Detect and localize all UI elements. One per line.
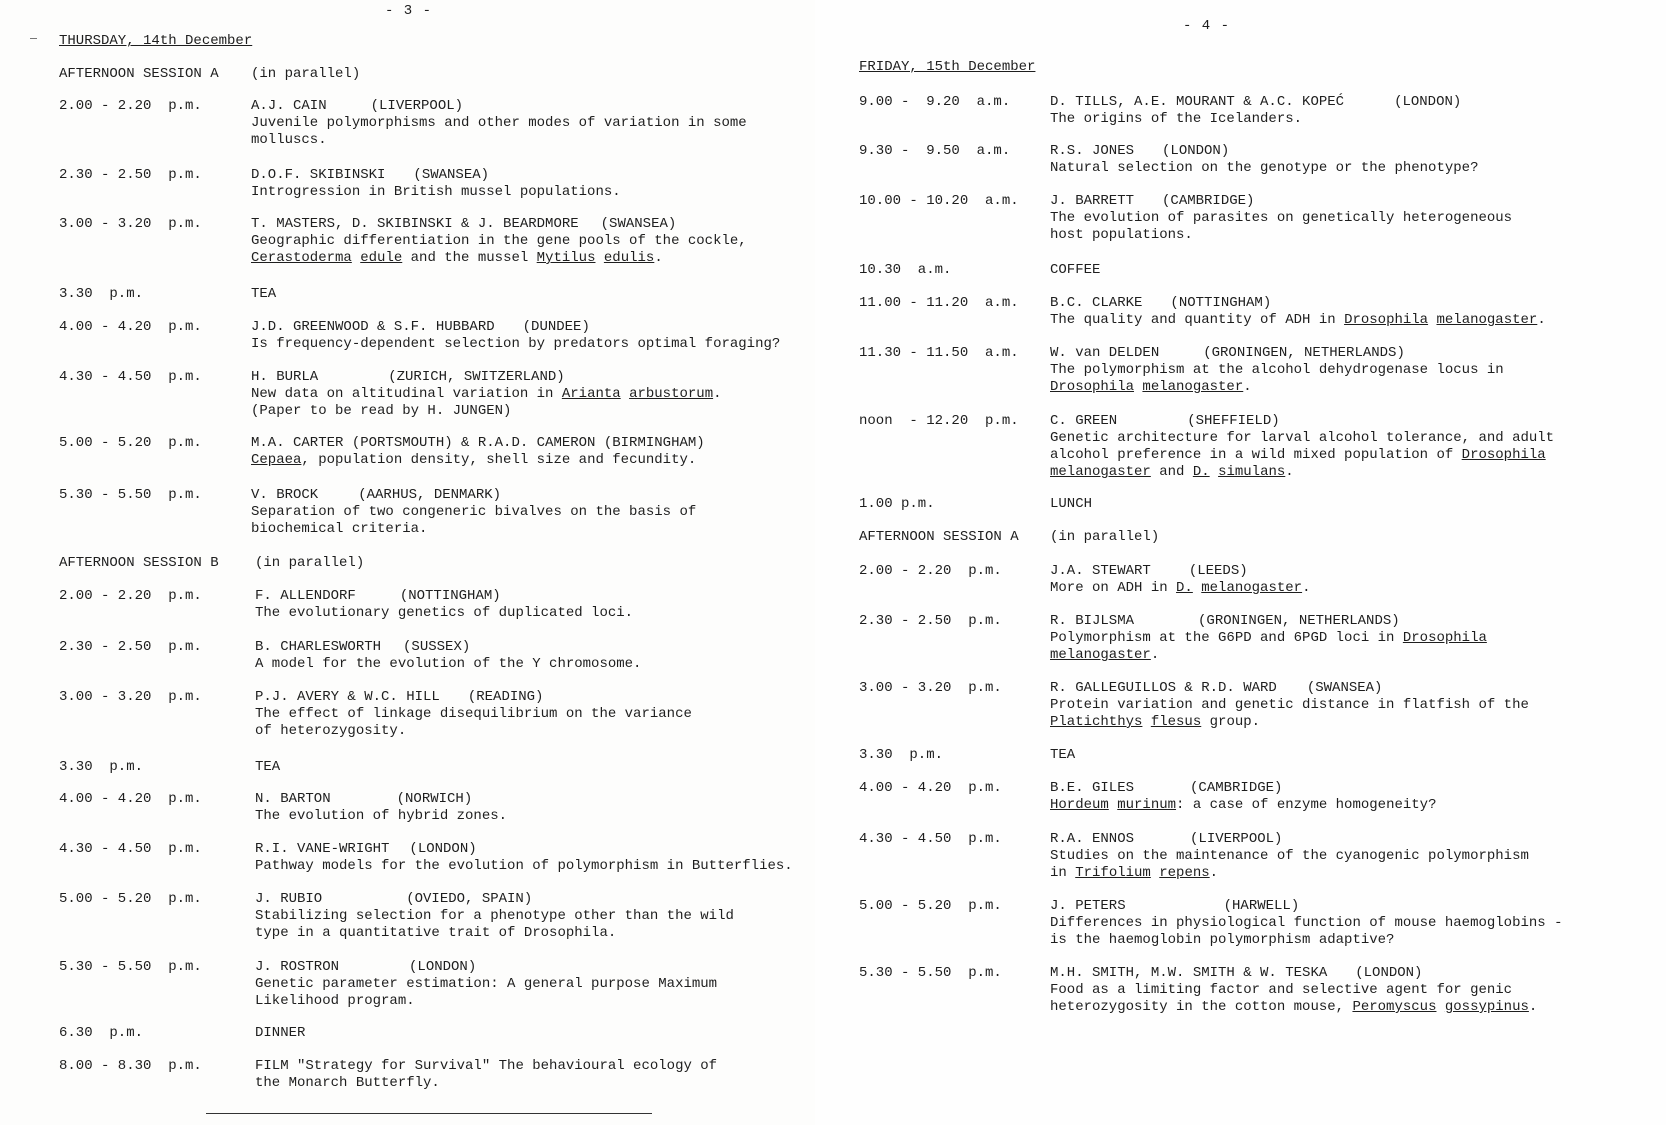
authors: D.O.F. SKIBINSKI (251, 167, 386, 183)
time: 2.30 - 2.50 p.m. (59, 167, 202, 183)
time: 9.30 - 9.50 a.m. (859, 143, 1011, 159)
authors: C. GREEN (1050, 413, 1118, 429)
authors: M.A. CARTER (PORTSMOUTH) & R.A.D. CAMERON (BIRMINGHAM) (251, 435, 705, 451)
talk-title: Cepaea, population density, shell size and fecundity. (251, 452, 697, 468)
species-name: edule (360, 250, 403, 266)
break-label: TEA (255, 759, 281, 775)
institution: (HARWELL) (1223, 898, 1300, 914)
species-name: arbustorum (629, 386, 714, 402)
time: 6.30 p.m. (59, 1025, 144, 1041)
talk-title: A model for the evolution of the Y chromosome. (255, 656, 642, 672)
authors: R.A. ENNOS (1050, 831, 1135, 847)
authors: T. MASTERS, D. SKIBINSKI & J. BEARDMORE (251, 216, 579, 232)
talk-title: Food as a limiting factor and selective agent for genic heterozygosity in the cotton mouse, Peromyscus gossypinus. (1050, 982, 1538, 1015)
institution: (SWANSEA) (600, 216, 677, 232)
authors: N. BARTON (255, 791, 331, 807)
institution: (LONDON) (1162, 143, 1230, 159)
session-name: AFTERNOON SESSION A (59, 66, 219, 82)
page-number: - 4 - (1183, 18, 1231, 34)
day-heading: THURSDAY, 14th December (59, 33, 253, 49)
species-name: Cepaea (251, 452, 302, 468)
talk-title: Genetic architecture for larval alcohol tolerance, and adult alcohol preference in a wild mixed population of Drosophila melanogaster and D. simulans. (1050, 430, 1555, 480)
institution: (LONDON) (409, 959, 477, 975)
species-name: gossypinus (1444, 999, 1529, 1015)
species-name: melanogaster (1142, 379, 1244, 395)
institution: (LONDON) (1394, 94, 1462, 110)
film-title: FILM "Strategy for Survival" The behavioural ecology of the Monarch Butterfly. (255, 1058, 718, 1091)
page-4 (815, 0, 1666, 1125)
authors: B. CHARLESWORTH (255, 639, 382, 655)
institution: (NORWICH) (396, 791, 473, 807)
time: 3.30 p.m. (59, 759, 144, 775)
time: 4.00 - 4.20 p.m. (859, 780, 1002, 796)
divider (206, 1113, 652, 1114)
species-name: Trifolium (1075, 865, 1151, 881)
time: 4.00 - 4.20 p.m. (59, 319, 202, 335)
authors: R.I. VANE-WRIGHT (255, 841, 390, 857)
institution: (SUSSEX) (403, 639, 471, 655)
institution: (GRONINGEN, NETHERLANDS) (1198, 613, 1400, 629)
talk-title: Studies on the maintenance of the cyanogenic polymorphism in Trifolium repens. (1050, 848, 1529, 881)
species-name: Arianta (561, 386, 621, 402)
authors: R.S. JONES (1050, 143, 1135, 159)
time: 2.00 - 2.20 p.m. (59, 98, 202, 114)
time: 10.30 a.m. (859, 262, 952, 278)
species-name: D. (1192, 464, 1210, 480)
talk-title: New data on altitudinal variation in Arianta arbustorum. (Paper to be read by H. JUNGEN) (251, 386, 722, 419)
authors: H. BURLA (251, 369, 319, 385)
institution: (LEEDS) (1188, 563, 1248, 579)
institution: (AARHUS, DENMARK) (358, 487, 502, 503)
time: 1.00 p.m. (859, 496, 935, 512)
time: noon - 12.20 p.m. (859, 413, 1019, 429)
species-name: Cerastoderma (251, 250, 352, 266)
break-label: TEA (251, 286, 277, 302)
institution: (GRONINGEN, NETHERLANDS) (1203, 345, 1405, 361)
species-name: Hordeum (1050, 797, 1109, 813)
time: 3.30 p.m. (859, 747, 944, 763)
authors: R. BIJLSMA (1050, 613, 1135, 629)
talk-title: Geographic differentiation in the gene pools of the cockle, Cerastoderma edule and the mussel Mytilus edulis. (251, 233, 747, 266)
session-note: (in parallel) (1050, 529, 1160, 545)
authors: V. BROCK (251, 487, 319, 503)
authors: J. PETERS (1050, 898, 1126, 914)
time: 10.00 - 10.20 a.m. (859, 193, 1019, 209)
institution: (NOTTINGHAM) (399, 588, 501, 604)
authors: J.A. STEWART (1050, 563, 1151, 579)
time: 5.00 - 5.20 p.m. (859, 898, 1002, 914)
time: 11.30 - 11.50 a.m. (859, 345, 1019, 361)
talk-title: The polymorphism at the alcohol dehydrogenase locus in Drosophila melanogaster. (1050, 362, 1504, 395)
time: 2.30 - 2.50 p.m. (59, 639, 202, 655)
institution: (SWANSEA) (413, 167, 490, 183)
species-name: repens (1159, 865, 1210, 881)
talk-title: Stabilizing selection for a phenotype other than the wild type in a quantitative trait of Drosophila. (255, 908, 734, 941)
break-label: DINNER (255, 1025, 306, 1041)
species-name: D. (1176, 580, 1193, 596)
talk-title: Polymorphism at the G6PD and 6PGD loci in Drosophila melanogaster. (1050, 630, 1487, 663)
institution: (LONDON) (409, 841, 477, 857)
time: 5.30 - 5.50 p.m. (59, 487, 202, 503)
species-name: edulis (603, 250, 655, 266)
talk-title: More on ADH in D. melanogaster. (1050, 580, 1311, 596)
talk-title: The evolution of hybrid zones. (255, 808, 508, 824)
page-3 (0, 0, 815, 1125)
talk-title: Pathway models for the evolution of polymorphism in Butterflies. (255, 858, 793, 874)
break-label: LUNCH (1050, 496, 1093, 512)
session-name: AFTERNOON SESSION B (59, 555, 219, 571)
page-number: - 3 - (385, 3, 433, 19)
institution: (SWANSEA) (1306, 680, 1383, 696)
talk-title: The quality and quantity of ADH in Drosophila melanogaster. (1050, 312, 1546, 328)
authors: M.H. SMITH, M.W. SMITH & W. TESKA (1050, 965, 1328, 981)
session-note: (in parallel) (251, 66, 361, 82)
institution: (SHEFFIELD) (1187, 413, 1280, 429)
authors: B.E. GILES (1050, 780, 1135, 796)
talk-title: Is frequency-dependent selection by predators optimal foraging? (251, 336, 781, 352)
species-name: Drosophila (1461, 447, 1546, 463)
authors: F. ALLENDORF (255, 588, 356, 604)
authors: R. GALLEGUILLOS & R.D. WARD (1050, 680, 1277, 696)
time: 5.00 - 5.20 p.m. (59, 891, 202, 907)
time: 2.00 - 2.20 p.m. (59, 588, 202, 604)
talk-title: Juvenile polymorphisms and other modes of variation in some molluscs. (251, 115, 747, 148)
institution: (READING) (467, 689, 544, 705)
time: 3.00 - 3.20 p.m. (59, 689, 202, 705)
institution: (OVIEDO, SPAIN) (406, 891, 533, 907)
break-label: COFFEE (1050, 262, 1101, 278)
talk-title: The effect of linkage disequilibrium on the variance of heterozygosity. (255, 706, 692, 739)
time: 3.00 - 3.20 p.m. (859, 680, 1002, 696)
species-name: melanogaster (1050, 647, 1151, 663)
institution: (ZURICH, SWITZERLAND) (388, 369, 565, 385)
talk-title: Protein variation and genetic distance in flatfish of the Platichthys flesus group. (1050, 697, 1529, 730)
talk-title: The origins of the Icelanders. (1050, 111, 1303, 127)
time: 9.00 - 9.20 a.m. (859, 94, 1011, 110)
time: 5.00 - 5.20 p.m. (59, 435, 202, 451)
institution: (CAMBRIDGE) (1190, 780, 1283, 796)
time: 11.00 - 11.20 a.m. (859, 295, 1019, 311)
authors: A.J. CAIN (251, 98, 327, 114)
institution: (DUNDEE) (522, 319, 590, 335)
species-name: Platichthys (1050, 714, 1143, 730)
break-label: TEA (1050, 747, 1076, 763)
institution: (LIVERPOOL) (1190, 831, 1283, 847)
time: 2.00 - 2.20 p.m. (859, 563, 1002, 579)
authors: W. van DELDEN (1050, 345, 1160, 361)
institution: (LONDON) (1355, 965, 1423, 981)
session-note: (in parallel) (255, 555, 365, 571)
species-name: simulans (1218, 464, 1286, 480)
time: 5.30 - 5.50 p.m. (59, 959, 202, 975)
authors: J. RUBIO (255, 891, 323, 907)
authors: J.D. GREENWOOD & S.F. HUBBARD (251, 319, 495, 335)
species-name: Drosophila (1402, 630, 1487, 646)
talk-title: Separation of two congeneric bivalves on the basis of biochemical criteria. (251, 504, 697, 537)
species-name: melanogaster (1201, 580, 1303, 596)
authors: J. ROSTRON (255, 959, 340, 975)
authors: D. TILLS, A.E. MOURANT & A.C. KOPEĆ (1050, 94, 1345, 110)
time: 4.00 - 4.20 p.m. (59, 791, 202, 807)
talk-title: Introgression in British mussel populations. (251, 184, 621, 200)
talk-title: Differences in physiological function of mouse haemoglobins - is the haemoglobin polymorphism adaptive? (1050, 915, 1563, 948)
species-name: Peromyscus (1352, 999, 1437, 1015)
session-name: AFTERNOON SESSION A (859, 529, 1019, 545)
species-name: murinum (1117, 797, 1177, 813)
authors: P.J. AVERY & W.C. HILL (255, 689, 440, 705)
talk-title: Natural selection on the genotype or the phenotype? (1050, 160, 1479, 176)
species-name: flesus (1150, 714, 1202, 730)
species-name: Drosophila (1344, 312, 1429, 328)
institution: (NOTTINGHAM) (1170, 295, 1272, 311)
authors: J. BARRETT (1050, 193, 1135, 209)
talk-title: The evolutionary genetics of duplicated loci. (255, 605, 634, 621)
day-heading: FRIDAY, 15th December (859, 59, 1036, 75)
time: 4.30 - 4.50 p.m. (59, 841, 202, 857)
time: 8.00 - 8.30 p.m. (59, 1058, 202, 1074)
talk-title: The evolution of parasites on genetically heterogeneous host populations. (1050, 210, 1513, 243)
time: 5.30 - 5.50 p.m. (859, 965, 1002, 981)
species-name: melanogaster (1050, 464, 1151, 480)
talk-title: Genetic parameter estimation: A general purpose Maximum Likelihood program. (255, 976, 718, 1009)
time: 3.00 - 3.20 p.m. (59, 216, 202, 232)
time: 4.30 - 4.50 p.m. (859, 831, 1002, 847)
time: 2.30 - 2.50 p.m. (859, 613, 1002, 629)
authors: B.C. CLARKE (1050, 295, 1143, 311)
margin-mark (30, 38, 37, 39)
institution: (LIVERPOOL) (370, 98, 464, 114)
species-name: Mytilus (536, 250, 596, 266)
time: 3.30 p.m. (59, 286, 144, 302)
time: 4.30 - 4.50 p.m. (59, 369, 202, 385)
species-name: melanogaster (1436, 312, 1538, 328)
institution: (CAMBRIDGE) (1162, 193, 1255, 209)
talk-title: Hordeum murinum: a case of enzyme homogeneity? (1050, 797, 1437, 813)
species-name: Drosophila (1050, 379, 1135, 395)
